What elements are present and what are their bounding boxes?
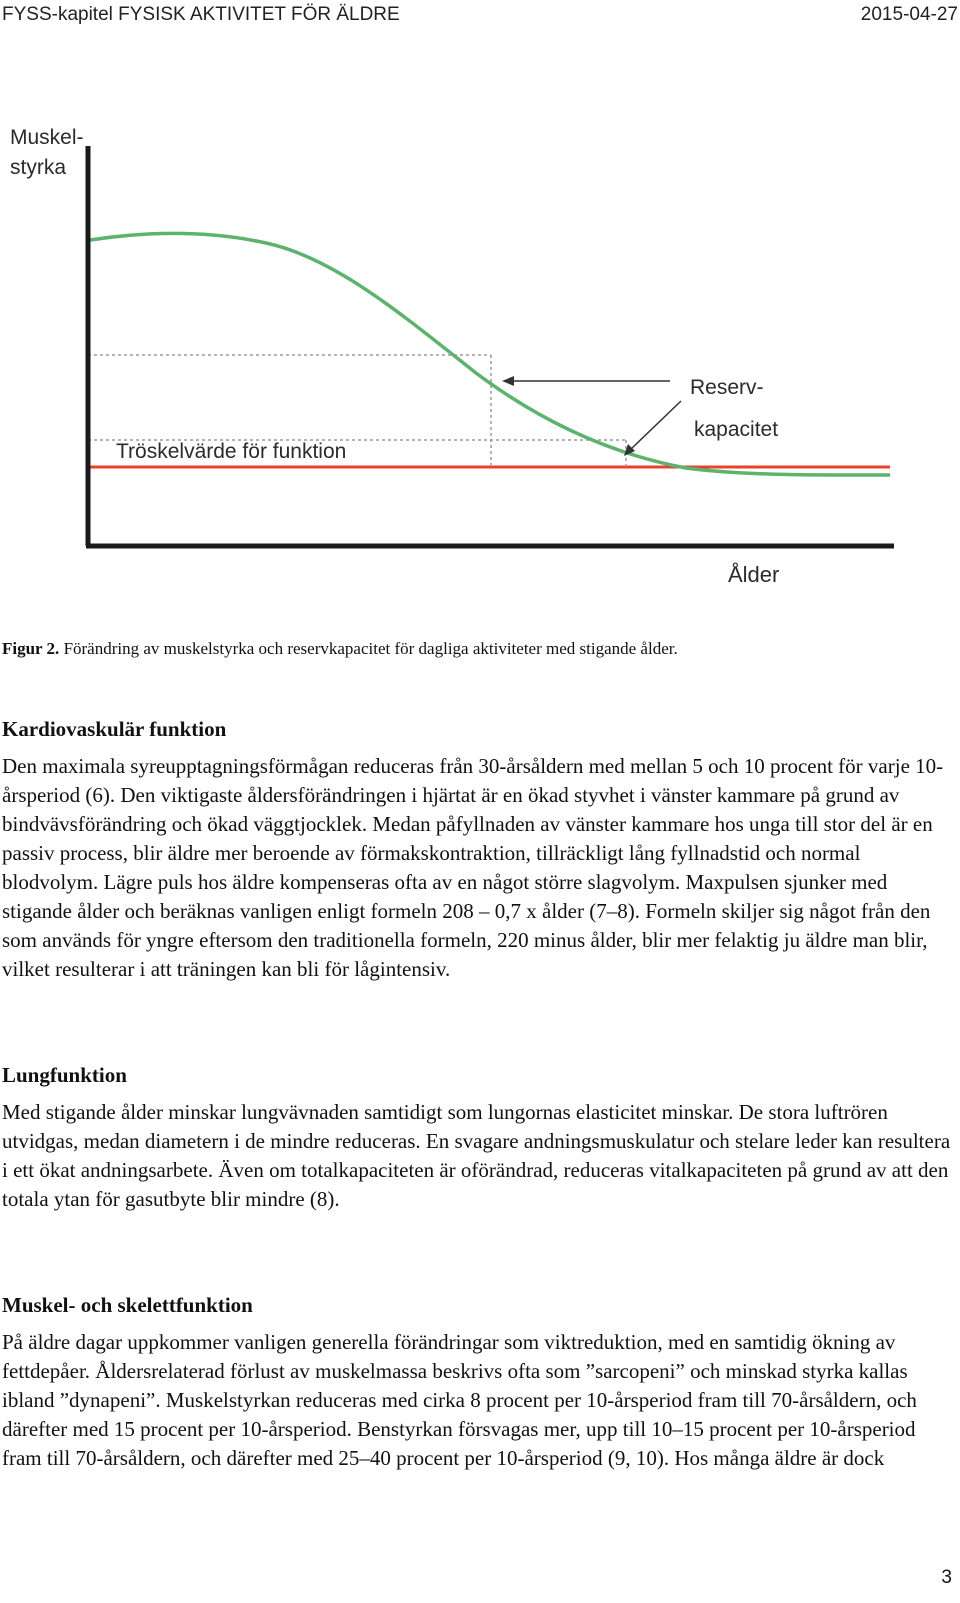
reserve-label-line2: kapacitet: [694, 418, 779, 441]
paragraph-lung: Med stigande ålder minskar lungvävnaden samtidigt som lungornas elasticitet minskar. De stora luftrören utvidgas, medan diametern i de mindre reduceras. En svagare andningsmuskulatur och stelare leder kan resultera i ett ökat andningsarbete. Även om totalkapaciteten är oförändrad, reduceras vitalkapaciteten på grund av att den totala ytan för gasutbyte blir mindre (8).: [2, 1100, 951, 1211]
figure-muscle-strength: [6, 118, 908, 616]
heading-muscle-skeleton: Muskel- och skelettfunktion: [2, 1293, 253, 1317]
figure-background: [6, 118, 908, 616]
running-header: [0, 2, 960, 30]
header-title: FYSS-kapitel FYSISK AKTIVITET FÖR ÄLDRE: [2, 4, 400, 25]
heading-lung: Lungfunktion: [2, 1063, 127, 1087]
page-number: 3: [941, 1567, 952, 1588]
section-lung: [2, 1062, 954, 1214]
section-muscle-skeleton: [2, 1292, 954, 1473]
y-axis-label-line2: styrka: [10, 156, 67, 179]
header-date: 2015-04-27: [860, 4, 958, 25]
section-cardiovascular: [2, 716, 954, 984]
y-axis-label-line1: Muskel-: [10, 126, 84, 149]
heading-cardiovascular: Kardiovaskulär funktion: [2, 717, 227, 741]
paragraph-cardiovascular: Den maximala syreupptagningsförmågan reduceras från 30-årsåldern med mellan 5 och 10 procent för varje 10-årsperiod (6). Den viktigaste åldersförändringen i hjärtat är en ökad styvhet i vänster kammare på grund av bindvävsförändring och ökad väggtjocklek. Medan påfyllnaden av vänster kammare hos unga till stor del är en passiv process, blir äldre mer beroende av förmakskontraktion, tillräckligt lång fyllnadstid och normal blodvolym. Lägre puls hos äldre kompenseras ofta av en något större slagvolym. Maxpulsen sjunker med stigande ålder och beräknas vanligen enligt formeln 208 – 0,7 x ålder (7–8). Formeln skiljer sig något från den som används för yngre eftersom den traditionella formeln, 220 minus ålder, blir mer felaktig ju äldre man blir, vilket resulterar i att träningen kan bli för lågintensiv.: [2, 754, 944, 981]
caption-text: Förändring av muskelstyrka och reservkapacitet för dagliga aktiviteter med stigande ålder.: [63, 639, 678, 658]
caption-label: Figur 2.: [2, 639, 60, 658]
paragraph-muscle-skeleton: På äldre dagar uppkommer vanligen generella förändringar som viktreduktion, med en samtidig ökning av fettdepåer. Åldersrelaterad förlust av muskelmassa beskrivs ofta som ”sarcopeni” och minskad styrka kallas ibland ”dynapeni”. Muskelstyrkan reduceras med cirka 8 procent per 10-årsperiod fram till 70-årsåldern, och därefter med 15 procent per 10-årsperiod. Benstyrkan försvagas mer, upp till 10–15 procent per 10-årsperiod fram till 70-årsåldern, och därefter med 25–40 procent per 10-årsperiod (9, 10). Hos många äldre är dock: [2, 1330, 917, 1470]
threshold-label: Tröskelvärde för funktion: [116, 440, 347, 463]
x-axis-label: Ålder: [728, 562, 780, 587]
reserve-label-line1: Reserv-: [690, 376, 764, 399]
figure-caption: [2, 638, 952, 660]
